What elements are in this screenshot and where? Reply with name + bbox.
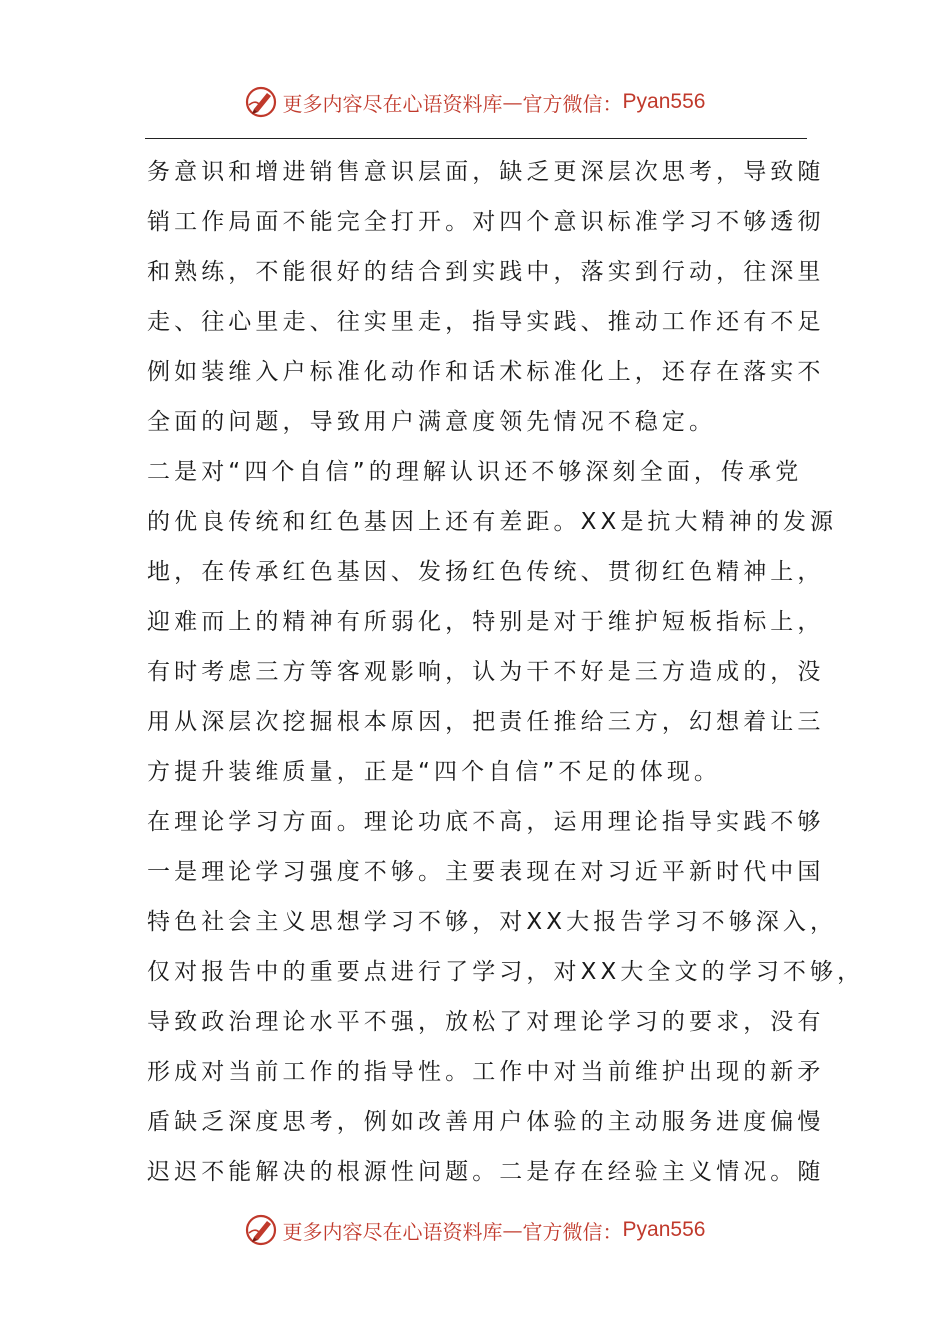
- header-dash: —: [502, 90, 523, 114]
- text-line: 仅对报告中的重要点进行了学习，对XX大全文的学习不够，: [147, 959, 865, 985]
- text-line: 盾缺乏深度思考，例如改善用户体验的主动服务进度偏慢: [147, 1109, 825, 1135]
- text-line: 销工作局面不能完全打开。对四个意识标准学习不够透彻: [147, 209, 825, 235]
- footer-wechat-id: Pyan556: [622, 1218, 706, 1241]
- pen-logo-icon: [245, 85, 279, 119]
- text-line: 迟迟不能解决的根源性问题。二是存在经验主义情况。随: [147, 1159, 825, 1185]
- text-line: 全面的问题，导致用户满意度领先情况不稳定。: [147, 409, 717, 435]
- text-line: 和熟练，不能很好的结合到实践中，落实到行动，往深里: [147, 259, 825, 285]
- text-line: 例如装维入户标准化动作和话术标准化上，还存在落实不: [147, 359, 825, 385]
- text-line: 的优良传统和红色基因上还有差距。XX是抗大精神的发源: [147, 509, 838, 535]
- text-line: 用从深层次挖掘根本原因，把责任推给三方，幻想着让三: [147, 709, 825, 735]
- header-banner: [0, 82, 950, 122]
- text-line: 二是对“四个自信”的理解认识还不够深刻全面，传承党: [147, 459, 803, 485]
- text-line: 特色社会主义思想学习不够，对XX大报告学习不够深入，: [147, 909, 838, 935]
- footer-contact-label: 官方微信：: [522, 1219, 623, 1244]
- text-line: 务意识和增进销售意识层面，缺乏更深层次思考，导致随: [147, 159, 825, 185]
- text-line: 方提升装维质量，正是“四个自信”不足的体现。: [147, 759, 722, 785]
- text-line: 走、往心里走、往实里走，指导实践、推动工作还有不足: [147, 309, 825, 335]
- text-line: 地，在传承红色基因、发扬红色传统、贯彻红色精神上，: [147, 559, 825, 585]
- footer-dash: —: [502, 1218, 523, 1242]
- header-wechat-id: Pyan556: [622, 90, 706, 113]
- footer-brand-text: 更多内容尽在心语资料库: [282, 1219, 503, 1244]
- text-line: 形成对当前工作的指导性。工作中对当前维护出现的新矛: [147, 1059, 825, 1085]
- footer-banner: [0, 1210, 950, 1250]
- text-line: 有时考虑三方等客观影响，认为干不好是三方造成的，没: [147, 659, 825, 685]
- text-line: 一是理论学习强度不够。主要表现在对习近平新时代中国: [147, 859, 825, 885]
- document-body: [147, 147, 865, 1197]
- text-line: 导致政治理论水平不强，放松了对理论学习的要求，没有: [147, 1009, 825, 1035]
- pen-logo-icon: [245, 1213, 279, 1247]
- header-contact-label: 官方微信：: [522, 91, 623, 116]
- header-divider: [145, 138, 807, 139]
- text-line: 在理论学习方面。理论功底不高，运用理论指导实践不够: [147, 809, 825, 835]
- text-line: 迎难而上的精神有所弱化，特别是对于维护短板指标上，: [147, 609, 825, 635]
- header-brand-text: 更多内容尽在心语资料库: [282, 91, 503, 116]
